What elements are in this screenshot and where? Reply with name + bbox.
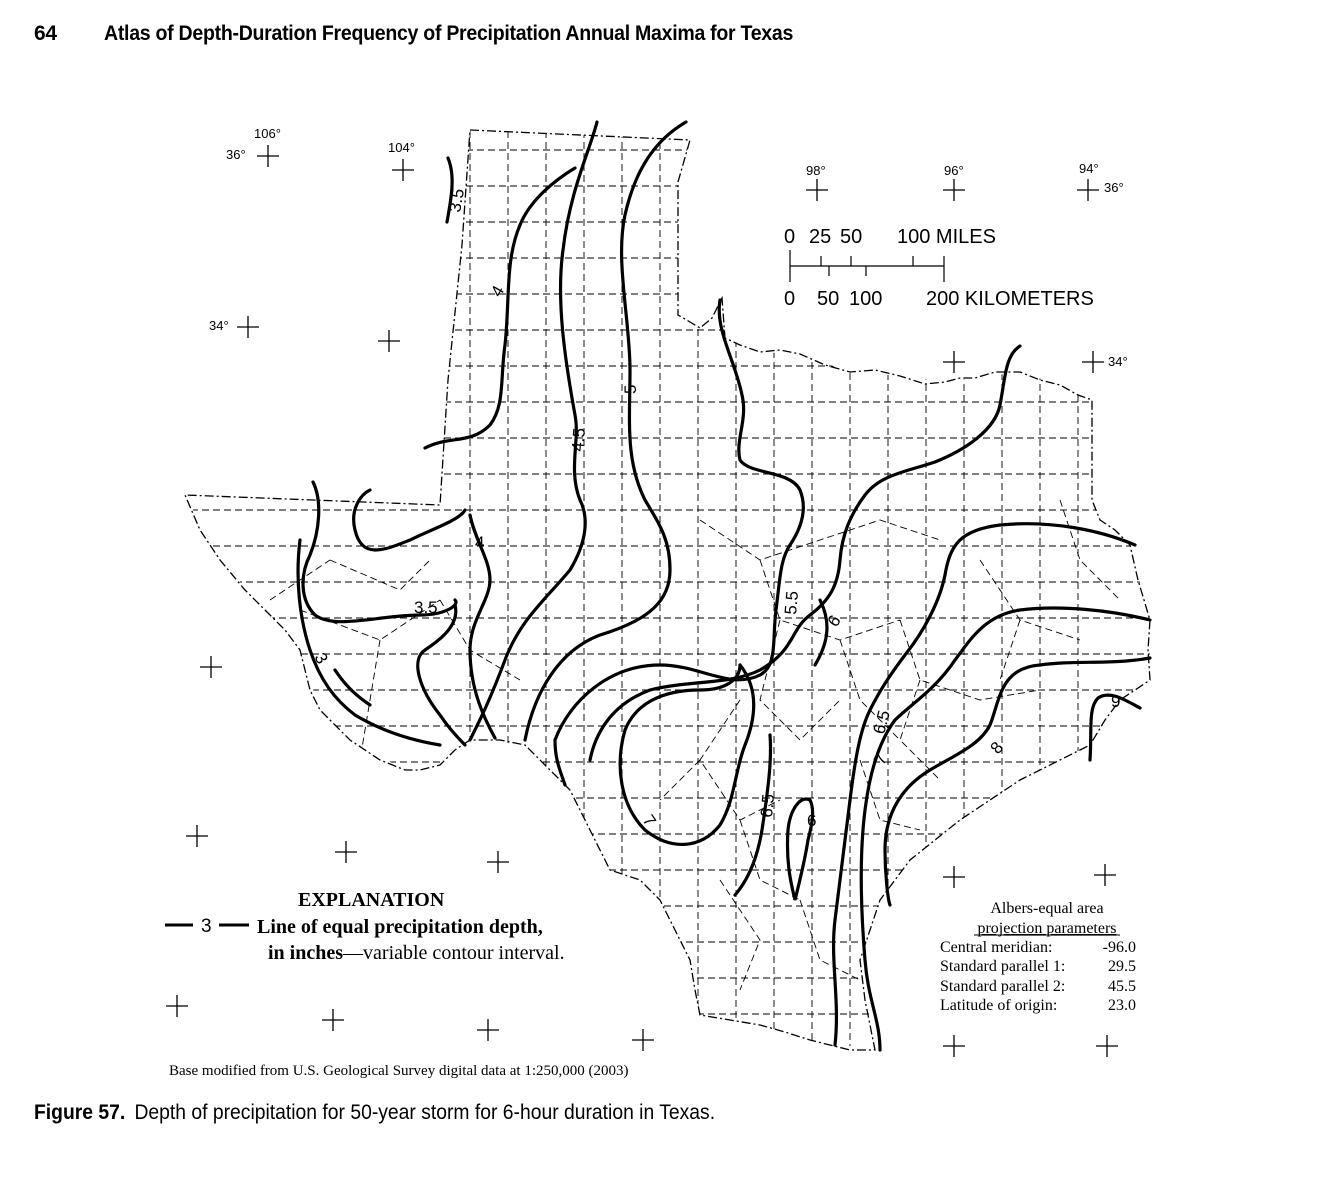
graticule-cross (632, 1029, 654, 1051)
projection-value: -96.0 (1102, 939, 1136, 956)
legend-symbol-value: 3 (201, 916, 212, 937)
graticule-cross (943, 179, 965, 201)
contour-label: 5 (621, 384, 640, 394)
graticule-cross (186, 825, 208, 847)
contour-label: 9 (1111, 692, 1121, 711)
contour-label: 4 (475, 533, 485, 552)
graticule-cross (487, 851, 509, 873)
projection-title-2: projection parameters (977, 920, 1117, 937)
lat-label-36-east: 36° (1104, 180, 1124, 195)
graticule-cross (1094, 864, 1116, 886)
running-title: Atlas of Depth-Duration Frequency of Precipitation Annual Maxima for Texas (104, 22, 794, 45)
figure-label: Figure 57. (34, 1101, 126, 1124)
contour-label: 5.5 (781, 590, 803, 616)
lat-label-36-west: 36° (226, 147, 246, 162)
legend-line2-bold: in inches (268, 942, 344, 964)
lon-label-106: 106° (254, 126, 281, 141)
contour-line (525, 122, 686, 740)
legend-line-text: Line of equal precipitation depth, (257, 916, 543, 938)
contour-line (555, 740, 565, 785)
scale-km-100: 100 (849, 288, 883, 310)
lon-label-104: 104° (388, 140, 415, 155)
graticule-cross (335, 841, 357, 863)
graticule-cross (166, 995, 188, 1017)
contour-line (620, 665, 754, 844)
figure-caption (34, 1101, 715, 1125)
contour-label: 3 (310, 649, 332, 668)
projection-label: Latitude of origin: (940, 997, 1058, 1014)
lat-label-34-east: 34° (1108, 354, 1128, 369)
contour-label: 6.5 (869, 708, 894, 737)
scale-km-200: 200 KILOMETERS (926, 288, 1094, 310)
graticule-cross (257, 145, 279, 167)
contour-label: 4 (487, 282, 509, 300)
projection-value: 45.5 (1108, 978, 1136, 995)
page-number: 64 (34, 22, 57, 45)
contour-label: 3.5 (414, 598, 438, 617)
graticule-cross (322, 1009, 344, 1031)
contour-label: 6 (807, 811, 817, 830)
lat-label-34-west: 34° (209, 318, 229, 333)
graticule-cross (1082, 351, 1104, 373)
scale-miles-50: 50 (840, 226, 863, 248)
projection-value: 29.5 (1108, 958, 1136, 975)
figure-caption-text: Depth of precipitation for 50-year storm for 6-hour duration in Texas. (134, 1101, 716, 1124)
graticule-cross (378, 330, 400, 352)
projection-value: 23.0 (1108, 997, 1136, 1014)
graticule-cross (237, 316, 259, 338)
projection-title-1: Albers-equal area (990, 900, 1104, 917)
contour-label: 8 (986, 738, 1008, 758)
source-note: Base modified from U.S. Geological Survey digital data at 1:250,000 (2003) (169, 1063, 629, 1079)
legend-line2 (268, 942, 565, 964)
graticule-cross (477, 1019, 499, 1041)
graticule-cross (806, 179, 828, 201)
scale-miles-25: 25 (809, 226, 832, 248)
scale-km-0: 0 (784, 288, 796, 310)
projection-label: Central meridian: (940, 939, 1053, 956)
graticule-cross (1077, 179, 1099, 201)
projection-parameters (940, 900, 1136, 1014)
contour-label: 6 (823, 611, 845, 631)
graticule-cross (943, 351, 965, 373)
contour-label: 7 (638, 811, 660, 831)
graticule-cross (392, 159, 414, 181)
scale-km-50: 50 (817, 288, 840, 310)
lon-label-96: 96° (944, 163, 964, 178)
contour-label: 3.5 (445, 187, 469, 214)
graticule-cross (943, 866, 965, 888)
explanation-legend (165, 889, 565, 964)
contour-line (418, 605, 465, 745)
scale-bar (784, 226, 1094, 310)
graticule-cross (943, 1035, 965, 1057)
contour-label: 6.5 (757, 793, 779, 819)
explanation-title: EXPLANATION (298, 889, 445, 911)
lon-label-98: 98° (806, 163, 826, 178)
contour-label: 7 (870, 750, 892, 768)
graticule-cross (200, 656, 222, 678)
lon-label-94: 94° (1079, 161, 1099, 176)
graticule-cross (1096, 1035, 1118, 1057)
contour-line (354, 490, 465, 550)
scale-miles-0: 0 (784, 226, 796, 248)
scale-miles-100: 100 MILES (897, 226, 996, 248)
projection-label: Standard parallel 1: (940, 958, 1066, 975)
projection-label: Standard parallel 2: (940, 978, 1066, 995)
contour-label: 4.5 (568, 427, 590, 453)
legend-line2-rest: —variable contour interval. (343, 942, 565, 964)
